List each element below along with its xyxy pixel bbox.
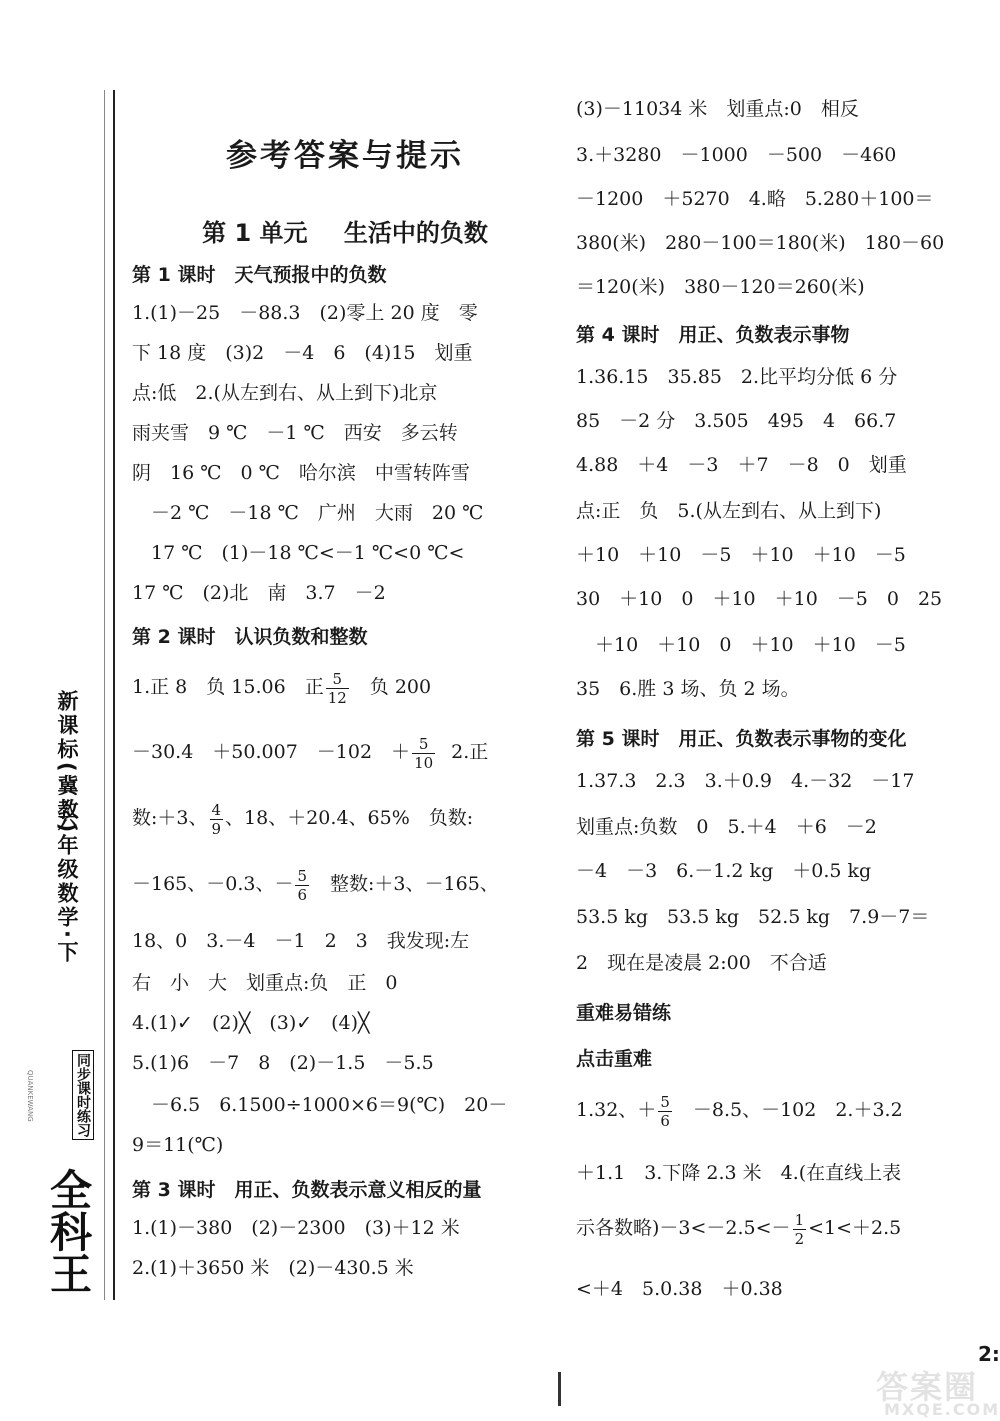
spine-divider-thin [104, 90, 105, 1300]
page-number: 2: [978, 1342, 1000, 1366]
answer-text: 示各数略)－3<－2.5<－ [576, 1217, 791, 1239]
lesson-heading-5: 第 5 课时 用正、负数表示事物的变化 [576, 728, 907, 750]
watermark-main: 答案圈 [876, 1368, 979, 1406]
watermark [872, 1362, 1000, 1420]
answer-text: －8.5、－102 2.＋3.2 [673, 1099, 903, 1121]
answer-line: <＋4 5.0.38 ＋0.38 [576, 1278, 783, 1300]
logo-small-text: QUANKEWANG [26, 1070, 34, 1122]
answer-line: 9＝11(℃) [132, 1134, 224, 1156]
logo-sub-text: 同步课时练习 [72, 1050, 94, 1140]
fraction [326, 670, 349, 707]
fraction-numerator: 4 [211, 800, 222, 819]
answer-line: 2 现在是凌晨 2:00 不合适 [576, 952, 827, 974]
answer-line: 雨夹雪 9 ℃ －1 ℃ 西安 多云转 [132, 422, 458, 444]
answer-line: ＋10 ＋10 0 ＋10 ＋10 －5 [576, 634, 906, 656]
scan-mark [558, 1372, 561, 1406]
answer-line: 53.5 kg 53.5 kg 52.5 kg 7.9－7＝ [576, 906, 930, 928]
spine-grade-title: 六年级数学·下 [55, 810, 79, 965]
answer-line: 划重点:负数 0 5.＋4 ＋6 －2 [576, 816, 877, 838]
fraction-numerator: 5 [326, 670, 349, 689]
answer-line-frac [132, 796, 473, 844]
lesson-heading-2: 第 2 课时 认识负数和整数 [132, 626, 368, 648]
answer-text: <1<＋2.5 [808, 1217, 902, 1239]
answer-line: －4 －3 6.－1.2 kg ＋0.5 kg [576, 860, 872, 882]
answer-line: ＋1.1 3.下降 2.3 米 4.(在直线上表 [576, 1162, 902, 1184]
section-heading-key-points: 点击重难 [576, 1048, 653, 1070]
fraction [210, 801, 224, 838]
answer-text: 、18、＋20.4、65% 负数: [225, 807, 474, 829]
answer-text: 2.正 [451, 741, 489, 763]
answer-text: 1.正 8 负 15.06 正 [132, 676, 324, 698]
fraction-numerator: 5 [297, 866, 308, 885]
answer-line: 1.36.15 35.85 2.比平均分低 6 分 [576, 366, 898, 388]
fraction [295, 867, 309, 904]
answer-line: 2.(1)＋3650 米 (2)－430.5 米 [132, 1257, 414, 1279]
answer-line: 下 18 度 (3)2 －4 6 (4)15 划重 [132, 342, 473, 364]
answer-text: －30.4 ＋50.007 －102 ＋ [132, 741, 411, 763]
book-spine [0, 0, 118, 1421]
answer-line: 1.(1)－25 －88.3 (2)零上 20 度 零 [132, 302, 478, 324]
fraction [658, 1093, 672, 1130]
fraction-denominator: 6 [660, 1111, 670, 1130]
brand-logo [18, 1040, 100, 1310]
unit-name: 生活中的负数 [343, 219, 488, 247]
answer-line: 3.＋3280 －1000 －500 －460 [576, 144, 897, 166]
logo-main-text: 全科王 [44, 1168, 93, 1294]
fraction-numerator: 5 [412, 735, 435, 754]
lesson-heading-4: 第 4 课时 用正、负数表示事物 [576, 324, 850, 346]
fraction [793, 1211, 807, 1248]
answer-line: －2 ℃ －18 ℃ 广州 大雨 20 ℃ [132, 502, 484, 524]
answer-line: 右 小 大 划重点:负 正 0 [132, 972, 398, 994]
answer-line: －1200 ＋5270 4.略 5.280＋100＝ [576, 188, 934, 210]
fraction-denominator: 2 [794, 1229, 805, 1248]
fraction [412, 735, 435, 772]
answer-line: (3)－11034 米 划重点:0 相反 [576, 98, 859, 120]
answer-line-frac [576, 1206, 901, 1254]
watermark-url: MXQE.COM [884, 1400, 1000, 1419]
answer-line: 17 ℃ (2)北 南 3.7 －2 [132, 582, 386, 604]
fraction-denominator: 10 [414, 753, 434, 772]
answer-text: 整数:＋3、－165、 [311, 873, 499, 895]
answer-line: 点:低 2.(从左到右、从上到下)北京 [132, 382, 438, 404]
section-heading-practice: 重难易错练 [576, 1002, 672, 1024]
unit-heading [130, 213, 560, 248]
answer-line-frac [132, 665, 431, 713]
fraction-denominator: 9 [211, 819, 222, 838]
fraction-denominator: 6 [297, 885, 308, 904]
lesson-heading-1: 第 1 课时 天气预报中的负数 [132, 264, 387, 286]
answer-line: －6.5 6.1500÷1000×6＝9(℃) 20－ [132, 1094, 508, 1116]
spine-book-title: 新课标(冀教) [55, 690, 79, 836]
answer-line: 1.37.3 2.3 3.＋0.9 4.－32 －17 [576, 770, 915, 792]
answer-text: 负 200 [350, 676, 432, 698]
answer-line: 4.(1)✓ (2)╳ (3)✓ (4)╳ [132, 1012, 370, 1034]
answer-line: ＝120(米) 380－120＝260(米) [576, 276, 865, 298]
answer-line-frac [132, 730, 488, 778]
fraction-numerator: 1 [794, 1210, 805, 1229]
fraction-denominator: 12 [327, 688, 347, 707]
answer-text: 数:＋3、 [132, 807, 208, 829]
answer-text: 1.32、＋ [576, 1099, 657, 1121]
unit-label: 第 1 单元 [202, 219, 308, 247]
answer-line: 阴 16 ℃ 0 ℃ 哈尔滨 中雪转阵雪 [132, 462, 470, 484]
page-title: 参考答案与提示 [226, 138, 464, 174]
answer-line: 4.88 ＋4 －3 ＋7 －8 0 划重 [576, 454, 907, 476]
answer-line: 85 －2 分 3.505 495 4 66.7 [576, 410, 897, 432]
answer-text: －165、－0.3、－ [132, 873, 294, 895]
answer-line-frac [576, 1088, 903, 1136]
lesson-heading-3: 第 3 课时 用正、负数表示意义相反的量 [132, 1179, 482, 1201]
answer-line: ＋10 ＋10 －5 ＋10 ＋10 －5 [576, 544, 906, 566]
answer-line: 5.(1)6 －7 8 (2)－1.5 －5.5 [132, 1052, 434, 1074]
answer-line-frac [132, 862, 499, 910]
fraction-numerator: 5 [660, 1092, 670, 1111]
spine-divider [113, 90, 115, 1300]
answer-line: 点:正 负 5.(从左到右、从上到下) [576, 500, 882, 522]
answer-line: 18、0 3.－4 －1 2 3 我发现:左 [132, 930, 470, 952]
answer-line: 17 ℃ (1)－18 ℃<－1 ℃<0 ℃< [132, 542, 465, 564]
answer-line: 30 ＋10 0 ＋10 ＋10 －5 0 25 [576, 588, 943, 610]
answer-line: 35 6.胜 3 场、负 2 场。 [576, 678, 800, 700]
answer-line: 380(米) 280－100＝180(米) 180－60 [576, 232, 945, 254]
answer-line: 1.(1)－380 (2)－2300 (3)＋12 米 [132, 1217, 460, 1239]
